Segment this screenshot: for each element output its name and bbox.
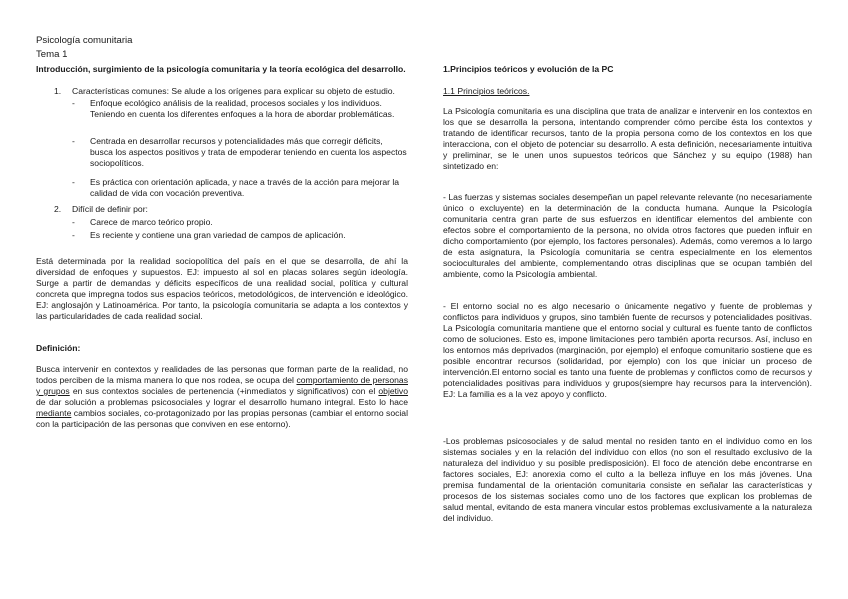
dash-marker: - — [72, 98, 75, 108]
context-paragraph: Está determinada por la realidad sociopolítica del país en el que se desarrolla, de ahí la diversidad de enfoques y supuestos. EJ: impuesto al sol en placas solares según ideología. Surge a partir de demandas y déficits específicos de una realidad social, política y cultural concreta que impregna todos sus espacios teóricos, metodológicos, de intervención e ideológico. EJ: anglosajón y Latinoamérica. Por tanto, la psicología comunitaria se adapta a los contextos y las particularidades de cada realidad social. — [36, 256, 408, 321]
list-text: Difícil de definir por: — [72, 204, 148, 214]
dash-marker: - — [72, 230, 75, 240]
sub-list-item — [72, 230, 408, 241]
doc-subtitle: Tema 1 — [36, 49, 68, 60]
definition-text: Busca intervenir en contextos y realidades de las personas que forman parte de la realidad, no todos perciben de la misma manera lo que nos rodea, se ocupa del — [36, 364, 408, 385]
sub-item-text: Carece de marco teórico propio. — [90, 217, 213, 227]
sub-item-text: Enfoque ecológico análisis de la realidad, procesos sociales y los individuos. Teniendo en cuenta los diferentes enfoques a la hora de abordar problemáticas. — [90, 98, 395, 119]
sub-list-item — [72, 98, 408, 120]
underlined-term: mediante — [36, 408, 72, 418]
principle-paragraph: -Los problemas psicosociales y de salud mental no residen tanto en el individuo como en los sistemas sociales y en la relación del individuo con ellos (no son el resultado exclusivo de la naturaleza del individuo y su posible predisposición). El foco de atención debe encontrarse en factores sociales, EJ: anorexia como el culto a la belleza influye en los más jóvenes. Una premisa fundamental de la orientación comunitaria consiste en señalar las características y procesos de los sistemas sociales como uno de los factores que explican los problemas de salud mental, evitando de esta manera vincular estos problemas exclusivamente a la naturaleza del individuo. — [443, 436, 812, 523]
underlined-term: objetivo — [378, 386, 409, 396]
list-text: Características comunes: Se alude a los orígenes para explicar su objeto de estudio. — [72, 86, 395, 96]
sub-item-text: Es práctica con orientación aplicada, y nace a través de la acción para mejorar la calidad de vida con vocación preventiva. — [90, 177, 400, 198]
dash-marker: - — [72, 136, 75, 146]
definition-paragraph — [36, 364, 408, 430]
definition-text: de dar solución a problemas psicosociales y lograr el desarrollo humano integral. Esto lo hace — [36, 397, 408, 407]
principles-subheading: 1.1 Principios teóricos. — [443, 86, 530, 96]
definition-heading: Definición: — [36, 343, 81, 353]
sub-list-item — [72, 217, 408, 228]
principle-paragraph: - Las fuerzas y sistemas sociales desempeñan un papel relevante relevante (no necesariamente único o excluyente) en la determinación de la conducta humana. Aunque la Psicología comunitaria centra gran parte de sus esfuerzos en identificar elementos del ambiente con efectos sobre el comportamiento de la persona, no olvida otros factores que pueden influir en dicho comportamiento (por ejemplo, los factores personales). Además, como veremos a lo largo de esta asignatura, la Psicología comunitaria se centra especialmente en los elementos socioculturales del ambiente, complementando otras disciplinas que se ocupan también del ambiente, como la Psicología ambiental. — [443, 192, 812, 279]
intro-paragraph: La Psicología comunitaria es una disciplina que trata de analizar e intervenir en los contextos en los que se desarrolla la persona, intentando comprender cómo percibe ésta los contextos y tratando de identificar recursos, tanto de la propia persona como de los contextos en los que interacciona, con el objeto de potenciar su desarrollo. A esta definición, necesariamente intuitiva y preliminar, se le unen unos supuestos teóricos que Sánchez y su equipo (1988) han sintetizado en: — [443, 106, 812, 171]
principle-paragraph: - El entorno social no es algo necesario o únicamente negativo y fuente de problemas y conflictos para individuos y grupos, sino también fuente de recursos y potencialidades positivas. La Psicología comunitaria mantiene que el entorno social y cultural es fuente tanto de conflictos como de soluciones. Esto es, impone limitaciones pero también aporta recursos. Así, incluso en los entornos más deprivados (marginación, por ejemplo) el enfoque comunitario sostiene que es posible encontrar recursos (solidaridad, por ejemplo) con los que iniciar un proceso de intervención.El entorno social es tanto una fuente de problemas y conflictos como de recursos y potencialidades positivas para individuos y grupos(siempre hay recursos para la intervención). EJ: La familia es a la vez apoyo y conflicto. — [443, 301, 812, 399]
definition-text: cambios sociales, co-protagonizado por las propias personas (cambiar el entorno social con la participación de las personas que conviven en ese entorno). — [36, 408, 408, 429]
sub-list-item — [72, 136, 408, 169]
dash-marker: - — [72, 217, 75, 227]
principles-heading: 1.Principios teóricos y evolución de la PC — [443, 64, 614, 74]
sub-item-text: Centrada en desarrollar recursos y potencialidades más que corregir déficits, busca los aspectos positivos y trata de empoderar teniendo en cuenta los aspectos sociopolíticos. — [90, 136, 407, 168]
dash-marker: - — [72, 177, 75, 187]
list-number: 2. — [54, 204, 62, 214]
definition-text: en sus contextos sociales de pertenencia (+inmediatos y significativos) con el — [69, 386, 379, 396]
doc-title: Psicología comunitaria — [36, 35, 133, 46]
underlined-term: comportamiento de personas y grupos — [36, 375, 408, 396]
section-heading: Introducción, surgimiento de la psicología comunitaria y la teoría ecológica del desarrollo. — [36, 64, 406, 74]
sub-list-item — [72, 177, 408, 199]
list-number: 1. — [54, 86, 62, 96]
sub-item-text: Es reciente y contiene una gran variedad de campos de aplicación. — [90, 230, 346, 240]
